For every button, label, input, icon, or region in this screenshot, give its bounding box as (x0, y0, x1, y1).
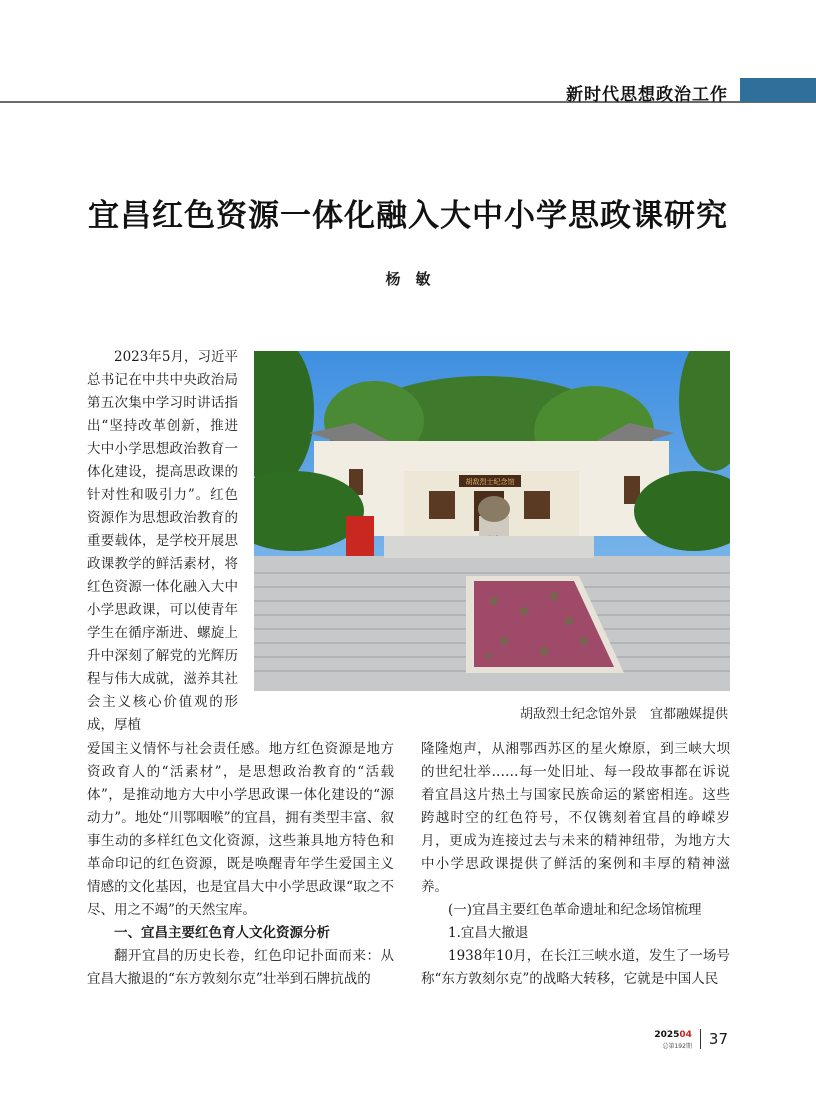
footer-divider (700, 1029, 701, 1049)
issue-total: 总第192期 (662, 1043, 692, 1050)
issue-number: 04 (679, 1030, 692, 1040)
section-paragraph: 翻开宜昌的历史长卷，红色印记扑面而来：从宜昌大撤退的“东方敦刻尔克”壮举到石牌抗战的 (87, 948, 394, 987)
memorial-hall-photo (254, 351, 730, 691)
article-title: 宜昌红色资源一体化融入大中小学思政课研究 (88, 198, 728, 234)
subsection-heading: (一)宜昌主要红色革命遗址和纪念场馆梳理 (448, 902, 702, 918)
header-accent-block (740, 78, 816, 102)
photo-caption: 胡敌烈士纪念馆外景 宜都融媒提供 (519, 707, 728, 722)
section-label: 新时代思想政治工作 (566, 85, 728, 105)
intro-paragraph: 2023年5月，习近平总书记在中共中央政治局第五次集中学习时讲话指出“坚持改革创新，推进大中小学思想政治教育一体化建设，提高思政课的针对性和吸引力”。红色资源作为思想政治教育的重要载体，是学校开展思政课教学的鲜活素材，将红色资源一体化融入大中小学思政课，可以使青年学生在循序渐进、螺旋上升中深刻了解党的光辉历程与伟大成就，滋养其社会主义核心价值观的形成，厚植 (87, 349, 238, 733)
page-number: 37 (708, 1030, 728, 1048)
right-paragraph-2: 1938年10月，在长江三峡水道，发生了一场号称“东方敦刻尔克”的战略大转移，它就是中国人民 (421, 948, 730, 987)
right-column (421, 738, 730, 991)
right-paragraph: 隆隆炮声，从湘鄂西苏区的星火燎原，到三峡大坝的世纪壮举……每一处旧址、每一段故事都在诉说着宜昌这片热土与国家民族命运的紧密相连。这些跨越时空的红色符号，不仅镌刻着宜昌的峥嵘岁月，更成为连接过去与未来的精神纽带，为地方大中小学思政课提供了鲜活的案例和丰厚的精神滋养。 (421, 741, 730, 895)
article-author: 杨 敏 (385, 270, 431, 288)
section-heading: 一、宜昌主要红色育人文化资源分析 (114, 925, 330, 941)
statue-bust (478, 496, 510, 522)
plaque-text: 胡敌烈士纪念馆 (465, 478, 515, 486)
subsection-item: 1.宜昌大撤退 (448, 925, 529, 941)
page-footer (654, 1026, 728, 1052)
issue-label (654, 1026, 692, 1052)
left-narrow-column (87, 346, 238, 737)
issue-year: 2025 (654, 1030, 680, 1040)
continued-paragraph: 爱国主义情怀与社会责任感。地方红色资源是地方资政育人的“活素材”，是思想政治教育的“活载体”，是推动地方大中小学思政课一体化建设的“源动力”。地处“川鄂咽喉”的宜昌，拥有类型丰富、叙事生动的多样红色文化资源，这些兼具地方特色和革命印记的红色资源，既是唤醒青年学生爱国主义情感的文化基因，也是宜昌大中小学思政课“取之不尽、用之不竭”的天然宝库。 (87, 741, 394, 918)
left-wide-column (87, 738, 394, 991)
